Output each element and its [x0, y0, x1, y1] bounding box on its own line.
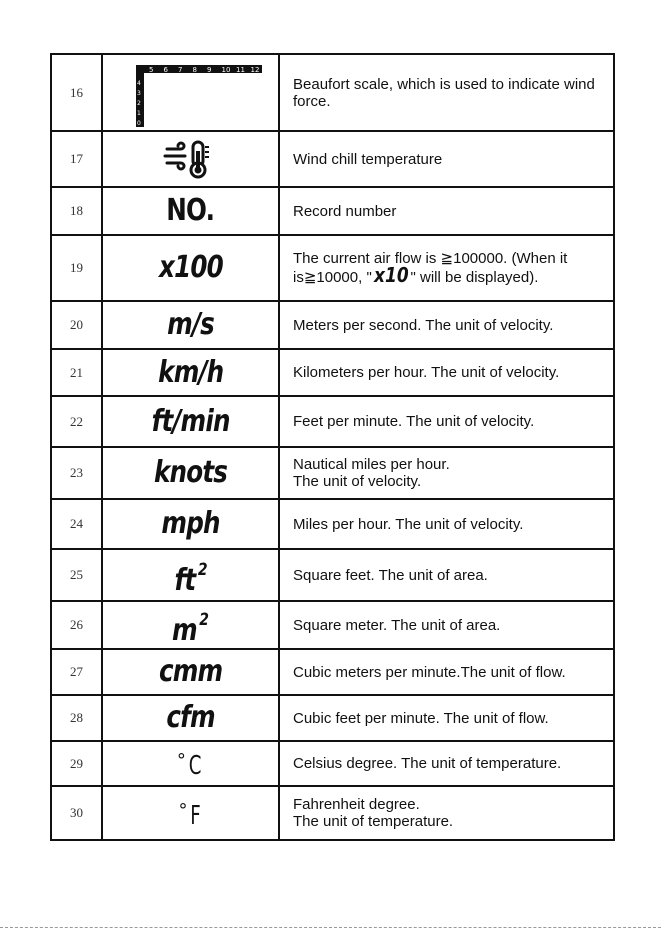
table-row: [51, 301, 614, 349]
lcd-symbol: ft $^2$: [174, 559, 207, 598]
table-row: [51, 649, 614, 695]
row-number: 25: [51, 549, 102, 601]
beaufort-side-label: 0: [136, 119, 141, 127]
row-description: The current air flow is ≧100000. (When it is≧10000, " x10 " will be displayed).: [279, 235, 614, 301]
table-row: [51, 131, 614, 187]
row-description: Record number: [279, 187, 614, 235]
beaufort-top-label: 6: [163, 65, 168, 74]
table-row: [51, 601, 614, 649]
row-description: Feet per minute. The unit of velocity.: [279, 396, 614, 447]
celsius-symbol: ° C: [176, 750, 202, 781]
table-row: [51, 396, 614, 447]
row-number: 29: [51, 741, 102, 786]
table-row: [51, 786, 614, 840]
table-row: [51, 695, 614, 741]
superscript: 2: [197, 559, 207, 580]
beaufort-top-label: 9: [206, 65, 211, 74]
row-description: Square meter. The unit of area.: [279, 601, 614, 649]
beaufort-top-label: 11: [235, 65, 245, 74]
row-number: 18: [51, 187, 102, 235]
row-number: 24: [51, 499, 102, 549]
beaufort-top-label: 12: [250, 65, 259, 74]
beaufort-top-label: 10: [221, 65, 230, 74]
beaufort-scale-icon: [102, 54, 279, 131]
table-row: [51, 187, 614, 235]
lcd-symbol: cfm: [166, 700, 215, 735]
row-number: 26: [51, 601, 102, 649]
row-description: Nautical miles per hour. The unit of velocity.: [279, 447, 614, 499]
row-number: 23: [51, 447, 102, 499]
beaufort-side-label: 3: [136, 89, 141, 97]
row-number: 22: [51, 396, 102, 447]
row-description: Square feet. The unit of area.: [279, 549, 614, 601]
row-description: Beaufort scale, which is used to indicate wind force.: [279, 54, 614, 131]
table-row: [51, 349, 614, 396]
beaufort-top-label: 7: [177, 65, 182, 74]
lcd-symbol: x100: [158, 250, 223, 285]
wind-chill-icon: [102, 131, 279, 187]
lcd-inline-symbol: x10: [373, 263, 409, 287]
table-row: [51, 54, 614, 131]
table-row: [51, 741, 614, 786]
row-description: Kilometers per hour. The unit of velocity.: [279, 349, 614, 396]
row-description: Cubic meters per minute.The unit of flow.: [279, 649, 614, 695]
row-description: Fahrenheit degree. The unit of temperature.: [279, 786, 614, 840]
lcd-symbol: mph: [161, 506, 220, 541]
beaufort-side-label: 2: [136, 99, 141, 107]
row-description: Wind chill temperature: [279, 131, 614, 187]
lcd-symbol: cmm: [158, 654, 223, 689]
lcd-symbol: knots: [153, 455, 228, 490]
lcd-symbol: ft/min: [151, 403, 230, 439]
table-row: [51, 447, 614, 499]
row-number: 17: [51, 131, 102, 187]
beaufort-top-label: 8: [192, 65, 197, 74]
row-number: 16: [51, 54, 102, 131]
fahrenheit-symbol: °F: [178, 799, 201, 831]
lcd-symbol: NO.: [166, 193, 215, 228]
row-description: Meters per second. The unit of velocity.: [279, 301, 614, 349]
row-number: 20: [51, 301, 102, 349]
row-number: 27: [51, 649, 102, 695]
beaufort-side-label: 1: [136, 109, 141, 117]
table-row: [51, 235, 614, 301]
symbol-table: [50, 53, 615, 841]
row-number: 28: [51, 695, 102, 741]
row-description: Miles per hour. The unit of velocity.: [279, 499, 614, 549]
table-row: [51, 549, 614, 601]
row-number: 19: [51, 235, 102, 301]
row-number: 21: [51, 349, 102, 396]
page-bottom-rule: [0, 927, 661, 928]
lcd-symbol: km/h: [157, 354, 224, 390]
lcd-symbol: m/s: [167, 307, 214, 342]
lcd-symbol: m $^2$: [172, 609, 209, 648]
row-description: Celsius degree. The unit of temperature.: [279, 741, 614, 786]
table-row: [51, 499, 614, 549]
superscript: 2: [199, 609, 209, 630]
beaufort-side-label: 4: [136, 79, 141, 87]
beaufort-top-label: 5: [148, 65, 153, 74]
row-number: 30: [51, 786, 102, 840]
row-description: Cubic feet per minute. The unit of flow.: [279, 695, 614, 741]
